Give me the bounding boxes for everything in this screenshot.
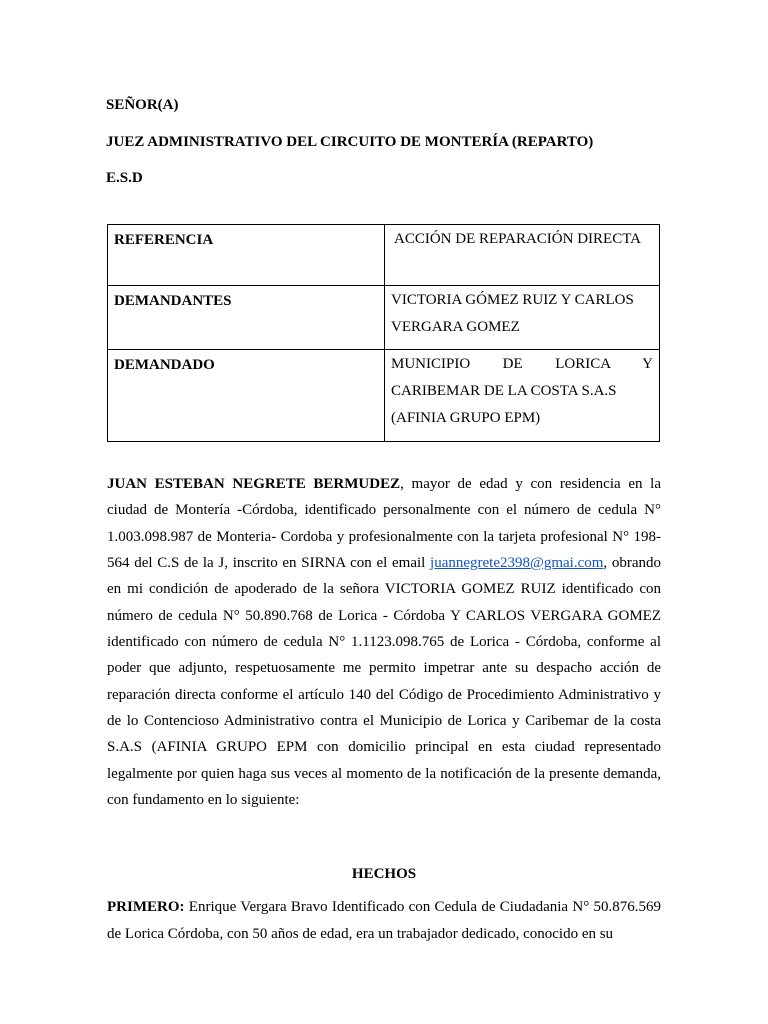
- facts-heading: HECHOS: [351, 866, 417, 882]
- fact-first-text: Enrique Vergara Bravo Identificado con Cedula de Ciudadania N° 50.876.569 de Lorica Córdoba, con 50 años de edad, era un trabajador dedicado, conocido en su: [107, 899, 661, 942]
- reference-table: [107, 224, 660, 442]
- ref-value-line: VICTORIA GÓMEZ RUIZ Y CARLOS: [391, 292, 634, 308]
- table-row-demandantes: [108, 286, 660, 350]
- table-row-demandado: [108, 350, 660, 442]
- ref-value-demandado: [385, 350, 660, 442]
- table-row-referencia: [108, 225, 660, 286]
- intro-text-part-2: , obrando en mi condición de apoderado de la señora VICTORIA GOMEZ RUIZ identificado con número de cedula N° 50.890.768 de Lorica - Córdoba Y CARLOS VERGARA GOMEZ identificado con número de cedula N° 1.1123.098.765 de Lorica - Córdoba, conforme al poder que adjunto, respetuosamente me permito impetrar ante su despacho acción de reparación directa conforme el artículo 140 del Código de Procedimiento Administrativo y de lo Contencioso Administrativo contra el Municipio de Lorica y Caribemar de la costa S.A.S (AFINIA GRUPO EPM con domicilio principal en esta ciudad representado legalmente por quien haga sus veces al momento de la notificación de la presente demanda, con fundamento en lo siguiente:: [107, 555, 661, 809]
- intro-paragraph: [107, 471, 661, 813]
- addressee-court: JUEZ ADMINISTRATIVO DEL CIRCUITO DE MONTERÍA (REPARTO): [106, 134, 594, 150]
- ref-value-line: VERGARA GOMEZ: [391, 319, 520, 335]
- ref-label-demandado: DEMANDADO: [108, 350, 385, 442]
- intro-text-part-1: , mayor de edad y con residencia en la ciudad de Montería -Córdoba, identificado personalmente con el número de cedula N° 1.003.098.987 de Monteria- Cordoba y profesionalmente con la tarjeta profesional N° 198-564 del C.S de la J, inscrito en SIRNA con el email: [107, 476, 661, 572]
- addressee-salutation: SEÑOR(A): [106, 97, 179, 113]
- ref-value-line: (AFINIA GRUPO EPM): [391, 410, 541, 426]
- fact-first-paragraph: [107, 894, 661, 948]
- lawyer-name: JUAN ESTEBAN NEGRETE BERMUDEZ: [107, 476, 401, 492]
- ref-value-line: MUNICIPIO DE LORICA Y: [391, 356, 653, 372]
- ref-value-referencia: [385, 225, 660, 286]
- ref-label-referencia: REFERENCIA: [108, 225, 385, 286]
- ref-value-line: ACCIÓN DE REPARACIÓN DIRECTA: [394, 231, 642, 247]
- ref-value-demandantes: [385, 286, 660, 350]
- ref-label-demandantes: DEMANDANTES: [108, 286, 385, 350]
- lawyer-email-link[interactable]: juannegrete2398@gmai.com: [430, 555, 604, 572]
- addressee-esd: E.S.D: [106, 170, 143, 186]
- fact-first-label: PRIMERO:: [107, 899, 185, 915]
- ref-value-line: CARIBEMAR DE LA COSTA S.A.S: [391, 383, 617, 399]
